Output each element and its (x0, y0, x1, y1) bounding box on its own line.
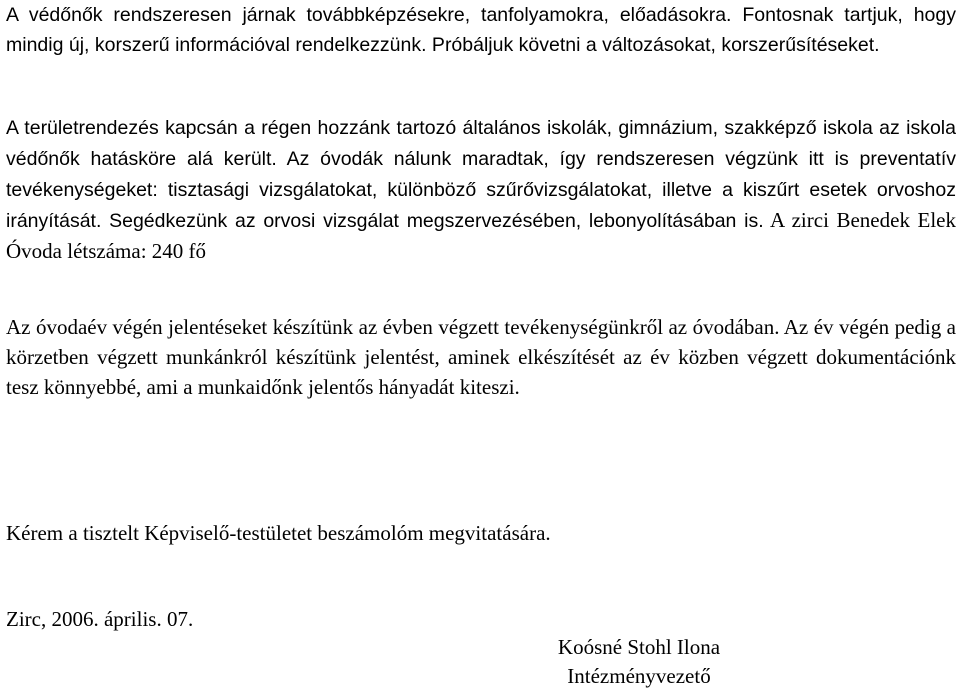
signature-name: Koósné Stohl Ilona (557, 635, 721, 659)
signature-title: Intézményvezető (567, 664, 711, 688)
date-line: Zirc, 2006. április. 07. (6, 607, 194, 631)
paragraph-reports: Az óvodaév végén jelentéseket készítünk az évben végzett tevékenységünkről az óvodában. Az év végén pedig a körzetben végzett munkánkról készítünk jelentést, aminek elkészítését az év közben végzett dokumentációnk tesz könnyebbé, ami a munkaidőnk jelentős hányadát kiteszi. (6, 315, 956, 399)
paragraph-school-health-text: A területrendezés kapcsán a régen hozzánk tartozó általános iskolák, gimnázium, szakképző iskola az iskola védőnők hatásköre alá került. Az óvodák nálunk maradtak, így rendszeresen végzünk itt is preventatív tevékenységeket: tisztasági vizsgálatokat, különböző szűrővizsgálatokat, illetve a kiszűrt esetek orvoshoz irányítását. Segédkezünk az orvosi vizsgálat megszervezésében, lebonyolításában is. (6, 117, 956, 232)
paragraph-school-health (6, 112, 956, 266)
paragraph-training: A védőnők rendszeresen járnak továbbképzésekre, tanfolyamokra, előadásokra. Fontosnak tartjuk, hogy mindig új, korszerű információval rendelkezzünk. Próbáljuk követni a változásokat, korszerűsítéseket. (6, 4, 956, 56)
kindergarten-headcount: A zirci Benedek Elek Óvoda létszáma: 240 fő (6, 208, 956, 263)
closing-request: Kérem a tisztelt Képviselő-testületet beszámolóm megvitatására. (6, 521, 551, 545)
